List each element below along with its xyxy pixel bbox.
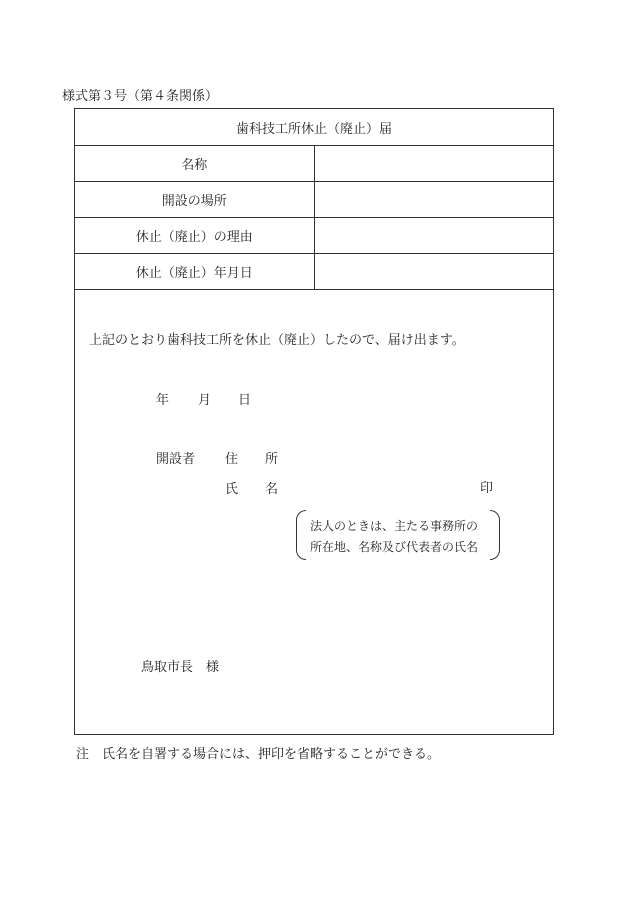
table-row [75,182,554,218]
name-label-part1: 氏 [225,482,239,497]
corporate-note-line2: 所在地、名称及び代表者の氏名 [310,540,479,554]
label-name: 名称 [75,146,315,182]
seal-mark: 印 [480,481,494,496]
date-year-label: 年 [156,393,170,408]
bracket-left [296,510,306,560]
table-row [75,254,554,290]
table-row [75,218,554,254]
field-reason[interactable] [314,218,554,254]
statement-text: 上記のとおり歯科技工所を休止（廃止）したので、届け出ます。 [89,333,465,348]
date-day-label: 日 [238,393,252,408]
name-label-part2: 名 [265,482,279,497]
bracket-right [490,510,500,560]
form-title: 歯科技工所休止（廃止）届 [75,109,554,146]
address-label-part2: 所 [265,452,279,467]
form-table [74,108,554,735]
addressee: 鳥取市長 様 [141,660,220,675]
label-reason: 休止（廃止）の理由 [75,218,315,254]
footnote: 注 氏名を自署する場合には、押印を省略することができる。 [76,747,441,762]
applicant-label: 開設者 [156,452,196,467]
label-location: 開設の場所 [75,182,315,218]
form-number: 様式第３号（第４条関係） [62,89,219,104]
table-row [75,146,554,182]
label-date: 休止（廃止）年月日 [75,254,315,290]
date-month-label: 月 [198,393,212,408]
corporate-note-line1: 法人のときは、主たる事務所の [310,519,479,533]
address-label-part1: 住 [225,452,239,467]
field-location[interactable] [314,182,554,218]
title-row [75,109,554,146]
field-name[interactable] [314,146,554,182]
field-date[interactable] [314,254,554,290]
